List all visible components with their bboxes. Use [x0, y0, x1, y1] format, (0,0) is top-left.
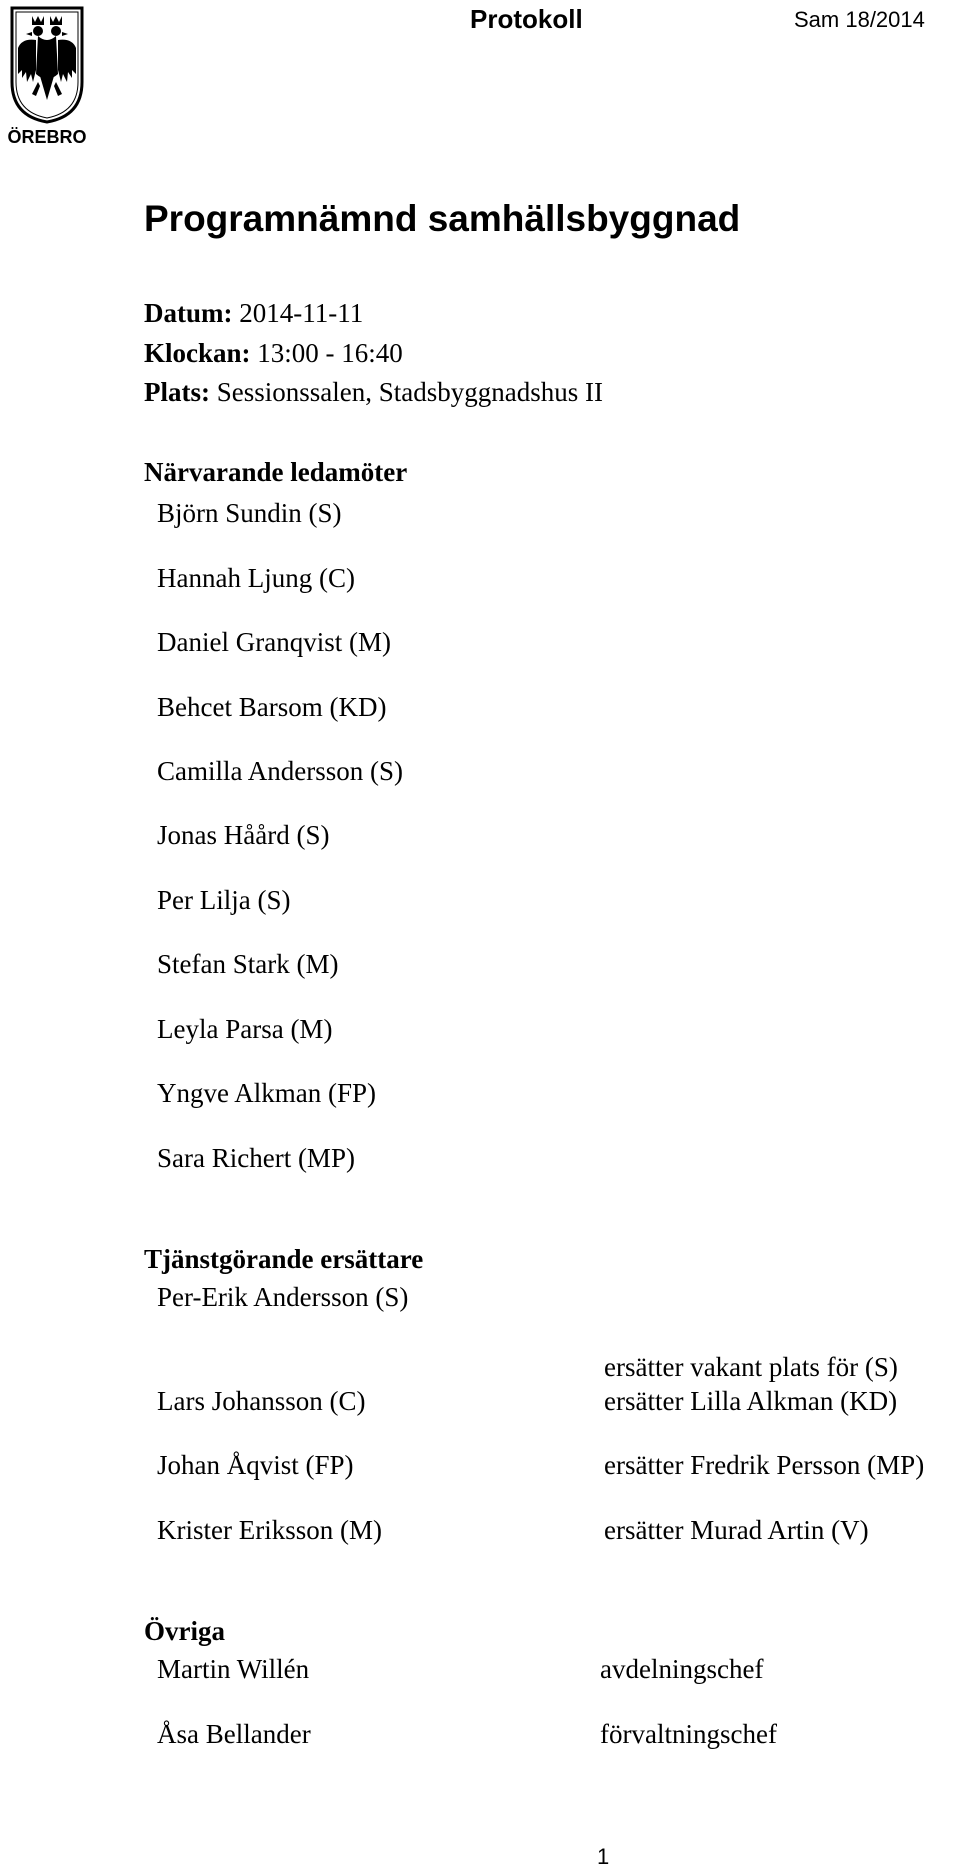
time-row [144, 336, 403, 370]
date-value: 2014-11-11 [239, 298, 364, 328]
member-item: Yngve Alkman (FP) [157, 1078, 376, 1108]
page-title: Programnämnd samhällsbyggnad [144, 198, 741, 239]
place-value: Sessionssalen, Stadsbyggnadshus II [216, 377, 603, 407]
substitutes-heading: Tjänstgörande ersättare [144, 1244, 424, 1274]
member-item: Hannah Ljung (C) [157, 563, 355, 593]
member-item: Behcet Barsom (KD) [157, 692, 387, 722]
member-item: Jonas Håård (S) [157, 820, 330, 850]
member-item: Camilla Andersson (S) [157, 756, 403, 786]
logo-text: ÖREBRO [7, 127, 87, 146]
time-label: Klockan: [144, 338, 251, 368]
document-number: Sam 18/2014 [794, 7, 925, 32]
time-value: 13:00 - 16:40 [257, 338, 403, 368]
place-row [144, 375, 603, 409]
substitute-replaces: ersätter vakant plats för (S) [604, 1352, 898, 1382]
other-role: förvaltningschef [600, 1719, 777, 1749]
orebro-coat-of-arms-logo [2, 4, 92, 146]
date-label: Datum: [144, 298, 233, 328]
page-number: 1 [597, 1844, 610, 1869]
member-item: Björn Sundin (S) [157, 498, 342, 528]
substitute-replaces: ersätter Fredrik Persson (MP) [604, 1450, 925, 1480]
substitute-replaces: ersätter Murad Artin (V) [604, 1515, 869, 1545]
substitute-name: Per-Erik Andersson (S) [157, 1282, 409, 1312]
substitute-name: Johan Åqvist (FP) [157, 1450, 354, 1480]
other-name: Martin Willén [157, 1654, 310, 1684]
substitute-replaces: ersätter Lilla Alkman (KD) [604, 1386, 898, 1416]
substitute-name: Lars Johansson (C) [157, 1386, 366, 1416]
member-item: Daniel Granqvist (M) [157, 627, 391, 657]
member-item: Sara Richert (MP) [157, 1143, 355, 1173]
member-item: Leyla Parsa (M) [157, 1014, 333, 1044]
member-item: Stefan Stark (M) [157, 949, 339, 979]
member-item: Per Lilja (S) [157, 885, 291, 915]
document-type-title: Protokoll [470, 4, 583, 34]
substitute-name: Krister Eriksson (M) [157, 1515, 382, 1545]
other-role: avdelningschef [600, 1654, 764, 1684]
present-members-heading: Närvarande ledamöter [144, 457, 408, 487]
others-heading: Övriga [144, 1616, 225, 1646]
place-label: Plats: [144, 377, 210, 407]
other-name: Åsa Bellander [157, 1719, 311, 1749]
date-row [144, 296, 363, 330]
